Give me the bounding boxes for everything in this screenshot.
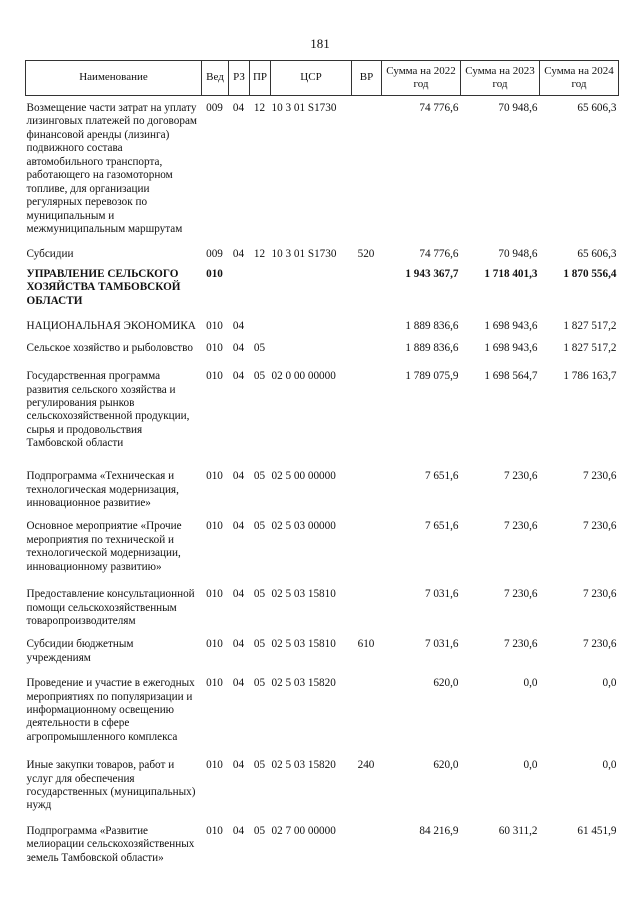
row-rz: 04: [232, 677, 245, 690]
row-name: Подпрограмма «Техническая и технологическая модернизация, инновационное развитие»: [26, 470, 179, 509]
row-sum-2023: 7 230,6: [503, 470, 538, 483]
row-csr: 10 3 01 S1730: [271, 102, 337, 114]
row-pr: 12: [253, 248, 266, 261]
row-ved: 010: [206, 520, 223, 533]
row-sum-2024: 7 230,6: [582, 638, 617, 651]
row-sum-2024: 65 606,3: [577, 248, 617, 261]
row-sum-2024: 0,0: [602, 759, 617, 772]
row-rz: [229, 262, 250, 308]
table-row: [26, 362, 619, 458]
row-name: Возмещение части затрат на уплату лизинговых платежей по договорам финансовой аренды (лизинга) подвижного состава автомобильного транспорта, работающего на газомоторном топливе, для организации регулярных перевозок по муниципальным и межмуниципальным маршрутам: [26, 102, 197, 235]
row-pr: [250, 308, 271, 334]
row-sum-2024: 1 827 517,2: [563, 342, 617, 355]
row-sum-2023: 70 948,6: [498, 102, 538, 114]
row-rz: 04: [232, 759, 245, 772]
row-csr: 02 5 03 15820: [271, 759, 336, 772]
row-csr: [271, 262, 352, 308]
header-sum-2024: Сумма на 2024 год: [540, 61, 619, 96]
table-row: [26, 334, 619, 362]
row-pr: 05: [253, 759, 266, 772]
row-name: Сельское хозяйство и рыболовство: [26, 342, 193, 355]
row-sum-2024: 1 870 556,4: [563, 267, 617, 280]
header-sum-2022: Сумма на 2022 год: [382, 61, 461, 96]
row-ved: 010: [206, 342, 223, 355]
row-name: Субсидии бюджетным учреждениям: [26, 638, 134, 664]
row-sum-2022: 620,0: [433, 677, 459, 690]
row-vr: [352, 262, 382, 308]
row-sum-2024: 1 827 517,2: [563, 320, 617, 333]
row-csr: 02 5 03 00000: [271, 520, 336, 533]
row-sum-2024: 61 451,9: [577, 824, 617, 837]
table-row: [26, 665, 619, 751]
row-vr: 240: [357, 759, 375, 772]
row-vr: [352, 510, 382, 574]
row-sum-2023: 1 698 943,6: [484, 342, 538, 355]
row-ved: 010: [206, 677, 223, 690]
row-sum-2022: 620,0: [433, 759, 459, 772]
row-rz: 04: [232, 588, 245, 601]
row-sum-2022: 74 776,6: [419, 102, 459, 114]
row-csr: 02 7 00 00000: [271, 824, 336, 837]
header-pr: ПР: [250, 61, 271, 96]
table-row: [26, 458, 619, 510]
row-vr: [352, 362, 382, 458]
row-name: Основное мероприятие «Прочие мероприятия по технической и технологической модернизации, инновационному развитию»: [26, 520, 182, 573]
header-rz: РЗ: [229, 61, 250, 96]
row-vr: [352, 96, 382, 237]
table-header-row: [26, 61, 619, 96]
row-name: Проведение и участие в ежегодных мероприятиях по популяризации и информационному освещению деятельности в сфере агропромышленного комплекса: [26, 677, 195, 743]
header-name: Наименование: [26, 61, 202, 96]
row-sum-2022: 7 031,6: [424, 588, 459, 601]
header-ved: Вед: [202, 61, 229, 96]
table-row: [26, 574, 619, 630]
row-csr: 02 0 00 00000: [271, 370, 336, 383]
header-csr: ЦСР: [271, 61, 352, 96]
row-sum-2022: 74 776,6: [419, 248, 459, 261]
table-row: [26, 262, 619, 308]
row-rz: 04: [232, 320, 245, 333]
row-sum-2024: 1 786 163,7: [563, 370, 617, 383]
row-csr: [271, 308, 352, 334]
row-ved: 009: [206, 102, 223, 114]
row-name: Иные закупки товаров, работ и услуг для обеспечения государственных (муниципальных) нужд: [26, 759, 196, 812]
row-vr: [352, 334, 382, 362]
row-rz: 04: [232, 342, 245, 355]
page-number: 181: [310, 36, 330, 51]
row-vr: [352, 813, 382, 865]
row-sum-2023: 1 698 943,6: [484, 320, 538, 333]
row-rz: 04: [232, 520, 245, 533]
row-sum-2022: 1 889 836,6: [405, 342, 459, 355]
budget-table: [25, 60, 619, 865]
row-name: Государственная программа развития сельского хозяйства и регулирования рынков сельскохозяйственной продукции, сырья и продовольствия Тамбовской области: [26, 370, 190, 450]
row-vr: 610: [357, 638, 375, 651]
row-sum-2023: 60 311,2: [498, 824, 538, 837]
table-row: [26, 630, 619, 665]
row-csr: 02 5 03 15820: [271, 677, 336, 690]
row-sum-2024: 65 606,3: [577, 102, 617, 114]
row-rz: 04: [232, 248, 245, 261]
row-ved: 010: [206, 759, 223, 772]
row-ved: 010: [206, 638, 223, 651]
row-sum-2022: 1 789 075,9: [405, 370, 459, 383]
row-vr: [352, 308, 382, 334]
table-row: [26, 813, 619, 865]
row-csr: 10 3 01 S1730: [271, 248, 337, 261]
row-ved: 010: [206, 824, 223, 837]
row-csr: 02 5 03 15810: [271, 588, 336, 601]
row-sum-2024: 7 230,6: [582, 520, 617, 533]
row-csr: 02 5 00 00000: [271, 470, 336, 483]
table-row: [26, 236, 619, 261]
table-row: [26, 751, 619, 813]
row-pr: 05: [253, 588, 266, 601]
row-pr: 12: [253, 102, 266, 114]
row-sum-2022: 84 216,9: [419, 824, 459, 837]
row-pr: 05: [253, 638, 266, 651]
header-vr: ВР: [352, 61, 382, 96]
row-sum-2023: 0,0: [523, 677, 538, 690]
row-name: Предоставление консультационной помощи сельскохозяйственным товаропроизводителям: [26, 588, 195, 628]
row-rz: 04: [232, 370, 245, 383]
row-ved: 010: [206, 267, 223, 280]
row-pr: [250, 262, 271, 308]
row-vr: [352, 458, 382, 510]
row-ved: 010: [206, 370, 223, 383]
table-row: [26, 510, 619, 574]
row-name: Субсидии: [26, 248, 74, 261]
row-pr: 05: [253, 470, 266, 483]
row-csr: [271, 334, 352, 362]
table-row: [26, 308, 619, 334]
row-csr: 02 5 03 15810: [271, 638, 336, 651]
row-pr: 05: [253, 370, 266, 383]
row-vr: [352, 665, 382, 751]
row-sum-2023: 1 718 401,3: [484, 267, 538, 280]
row-ved: 010: [206, 470, 223, 483]
row-ved: 010: [206, 588, 223, 601]
row-name: НАЦИОНАЛЬНАЯ ЭКОНОМИКА: [26, 320, 196, 333]
table-row: [26, 96, 619, 237]
row-rz: 04: [232, 638, 245, 651]
header-sum-2023: Сумма на 2023 год: [461, 61, 540, 96]
row-vr: [352, 574, 382, 630]
row-sum-2023: 7 230,6: [503, 588, 538, 601]
row-sum-2023: 1 698 564,7: [484, 370, 538, 383]
row-sum-2023: 7 230,6: [503, 520, 538, 533]
row-sum-2024: 7 230,6: [582, 470, 617, 483]
row-pr: 05: [253, 824, 266, 837]
row-sum-2022: 1 943 367,7: [405, 267, 459, 280]
row-sum-2022: 1 889 836,6: [405, 320, 459, 333]
row-sum-2022: 7 651,6: [424, 520, 459, 533]
row-ved: 009: [206, 248, 223, 261]
row-sum-2024: 0,0: [602, 677, 617, 690]
row-vr: 520: [357, 248, 375, 261]
row-sum-2023: 0,0: [523, 759, 538, 772]
row-ved: 010: [206, 320, 223, 333]
row-sum-2023: 70 948,6: [498, 248, 538, 261]
row-name: Подпрограмма «Развитие мелиорации сельскохозяйственных земель Тамбовской области»: [26, 824, 195, 864]
row-name: УПРАВЛЕНИЕ СЕЛЬСКОГО ХОЗЯЙСТВА ТАМБОВСКОЙ ОБЛАСТИ: [26, 267, 181, 307]
row-rz: 04: [232, 470, 245, 483]
table-body: [26, 96, 619, 866]
row-sum-2022: 7 031,6: [424, 638, 459, 651]
row-sum-2023: 7 230,6: [503, 638, 538, 651]
row-pr: 05: [253, 342, 266, 355]
row-rz: 04: [232, 102, 245, 114]
row-pr: 05: [253, 677, 266, 690]
row-sum-2024: 7 230,6: [582, 588, 617, 601]
row-rz: 04: [232, 824, 245, 837]
row-sum-2022: 7 651,6: [424, 470, 459, 483]
row-pr: 05: [253, 520, 266, 533]
